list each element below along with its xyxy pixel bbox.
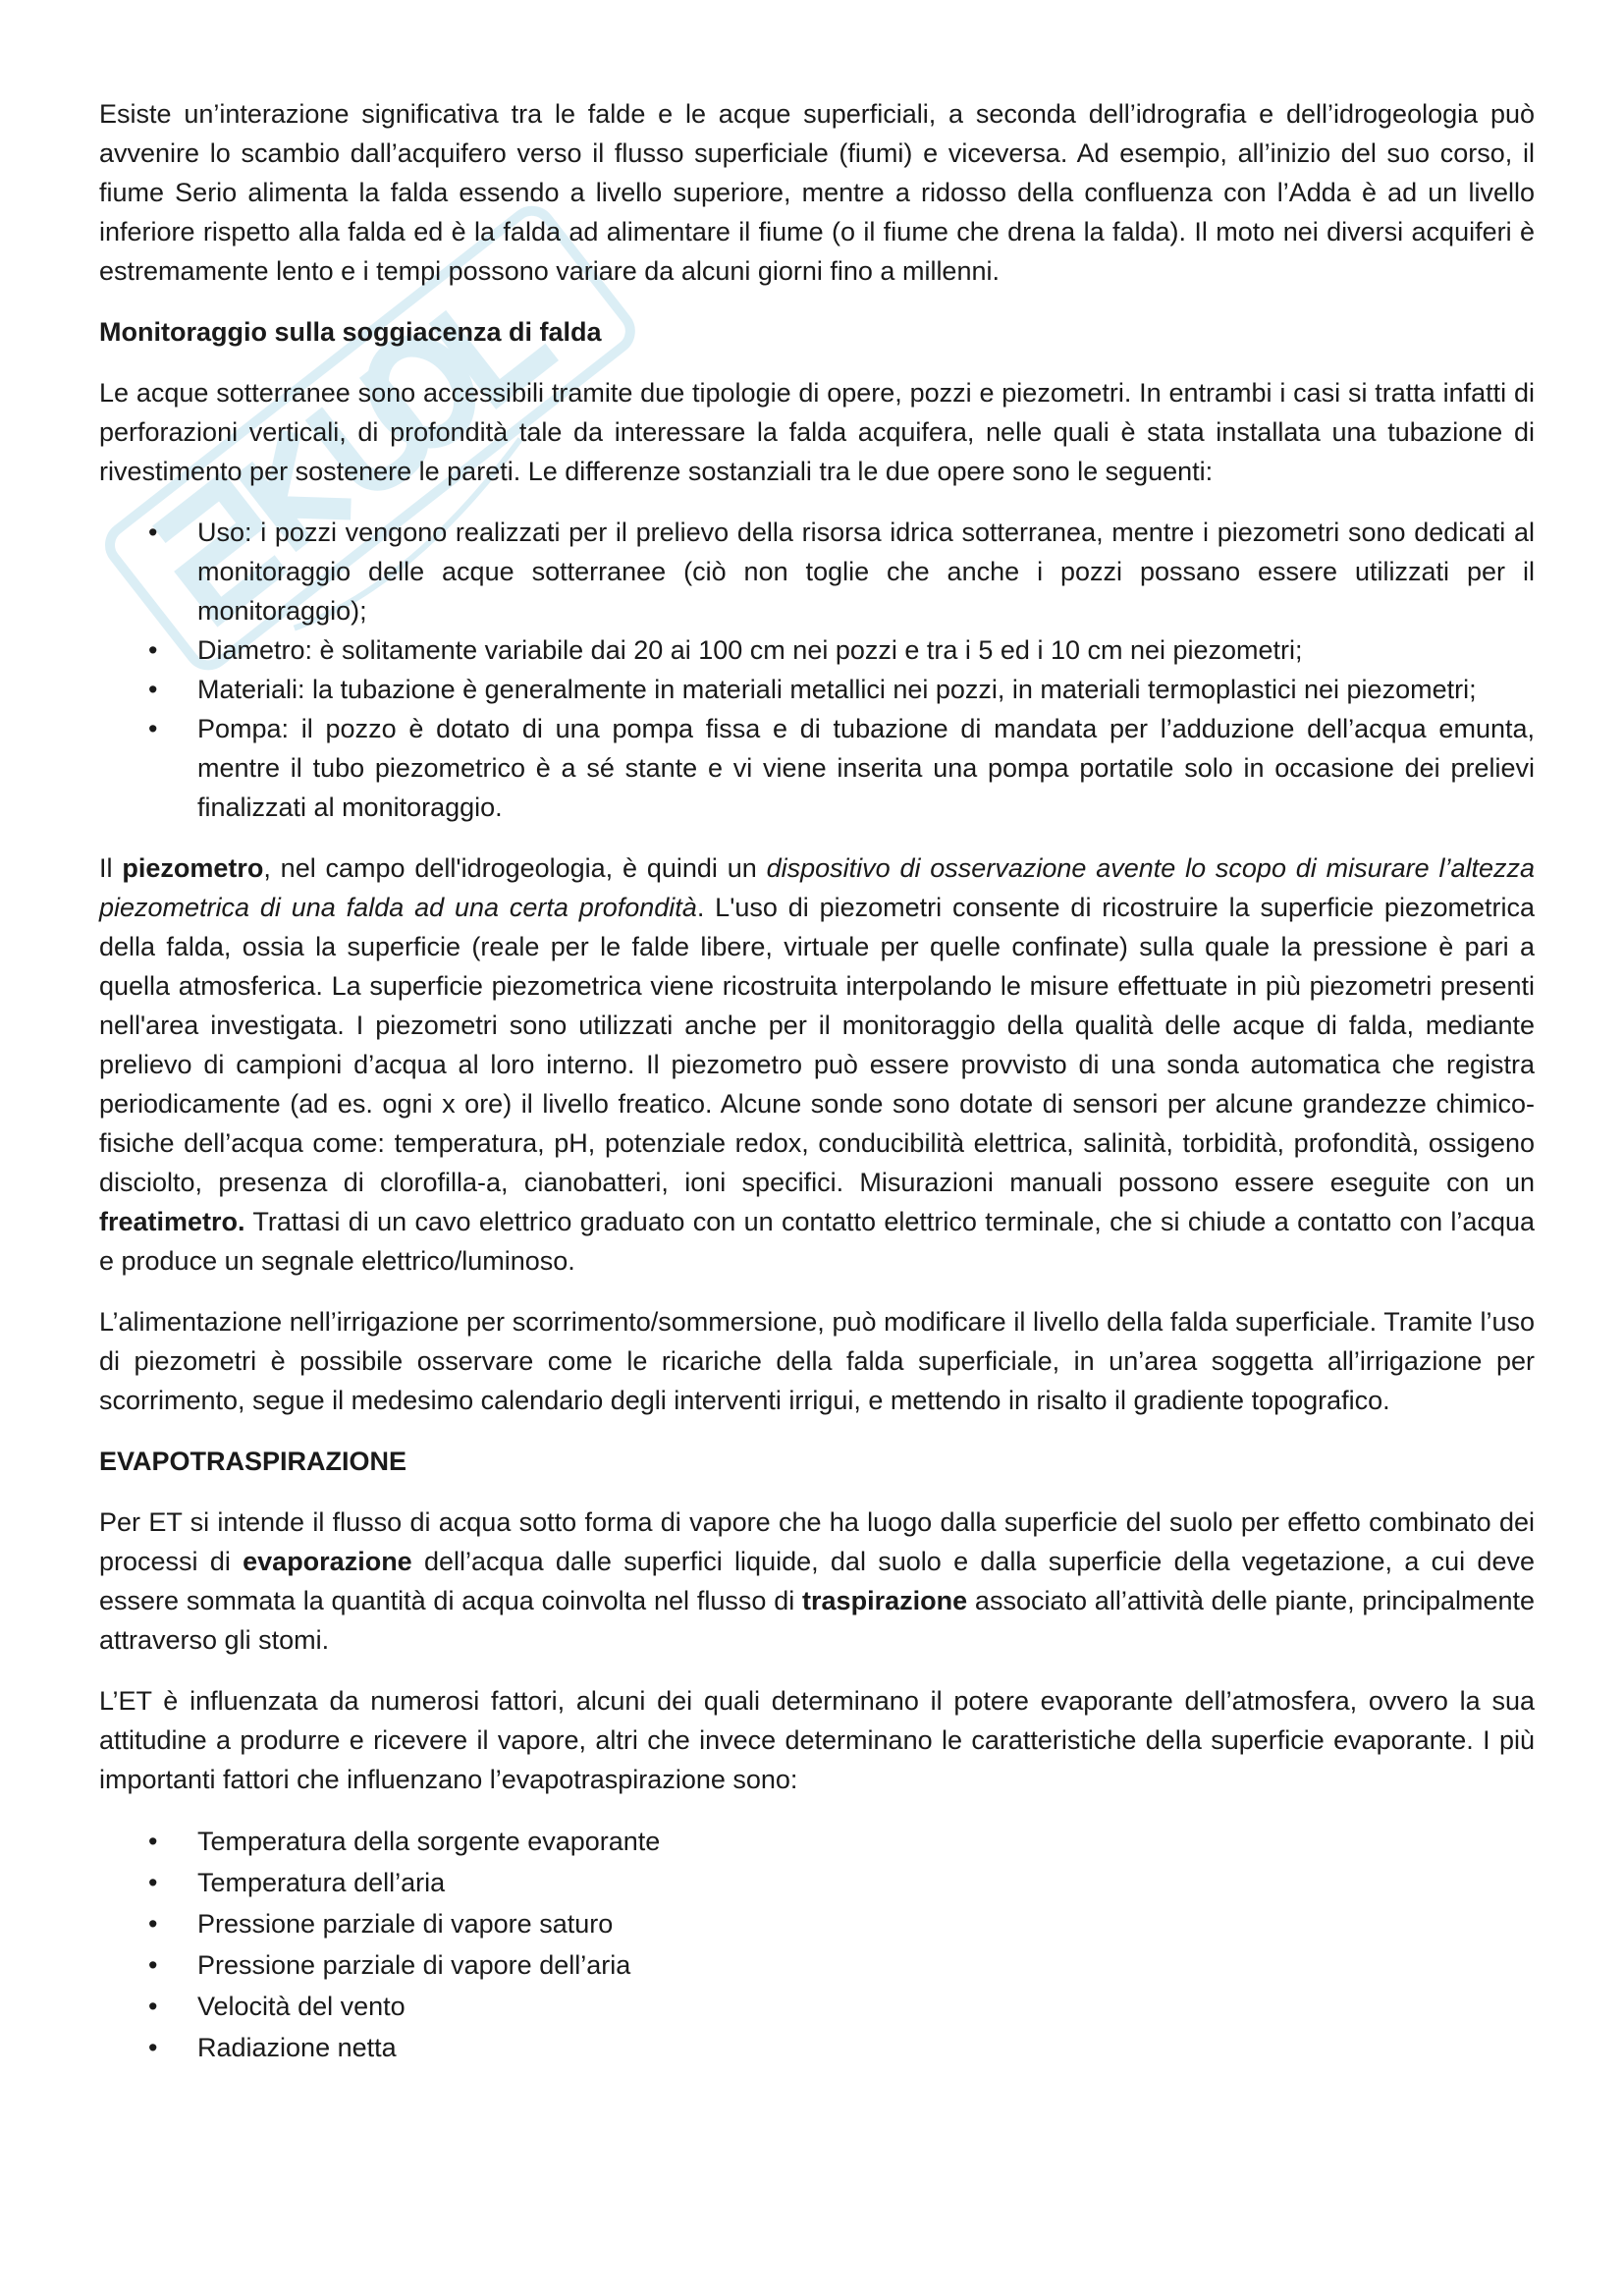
document-page: [99, 94, 1535, 2090]
factors-list: [99, 1821, 1535, 2068]
paragraph-et-fattori: L’ET è influenzata da numerosi fattori, alcuni dei quali determinano il potere evaporante dell’atmosfera, ovvero la sua attitudine a produrre e ricevere il vapore, altri che invece determinano le caratteristiche della superficie evaporante. I più importanti fattori che influenzano l’evapotraspirazione sono:: [99, 1686, 1535, 1794]
list-item: • Velocità del vento: [99, 1986, 1535, 2027]
list-item: • Radiazione netta: [99, 2027, 1535, 2068]
paragraph-irrigazione: L’alimentazione nell’irrigazione per scorrimento/sommersione, può modificare il livello della falda superficiale. Tramite l’uso di piezometri è possibile osservare come le ricariche della falda superficiale, in un’area soggetta all’irrigazione per scorrimento, segue il medesimo calendario degli interventi irrigui, e mettendo in risalto il gradiente topografico.: [99, 1307, 1535, 1415]
list-item: • Materiali: la tubazione è generalmente in materiali metallici nei pozzi, in materiali termoplastici nei piezometri;: [99, 670, 1535, 709]
text-run: , nel campo dell'idrogeologia, è quindi un: [263, 853, 767, 883]
bold-term: freatimetro.: [99, 1207, 245, 1236]
text-run: . L'uso di piezometri consente di ricostruire la superficie piezometrica della falda, ossia la superficie (reale per le falde libere, virtuale per quelle confinate) sulla quale la pressione è pari a quella atmosferica. La superficie piezometrica viene ricostruita interpolando le misure effettuate in più piezometri presenti nell'area investigata. I piezometri sono utilizzati anche per il monitoraggio della qualità delle acque di falda, mediante prelievo di campioni d’acqua al loro interno. Il piezometro può essere provvisto di una sonda automatica che registra periodicamente (ad es. ogni x ore) il livello freatico. Alcune sonde sono dotate di sensori per alcune grandezze chimico-fisiche dell’acqua come: temperatura, pH, potenziale redox, conducibilità elettrica, salinità, torbidità, profondità, ossigeno disciolto, presenza di clorofilla-a, cianobatteri, ioni specifici. Misurazioni manuali possono essere eseguite con un: [99, 893, 1535, 1197]
list-item: • Pressione parziale di vapore saturo: [99, 1903, 1535, 1944]
paragraph-acque-sotterranee: Le acque sotterranee sono accessibili tramite due tipologie di opere, pozzi e piezometri. In entrambi i casi si tratta infatti di perforazioni verticali, di profondità tale da interessare la falda acquifera, nelle quali è stata installata una tubazione di rivestimento per sostenere le pareti. Le differenze sostanziali tra le due opere sono le seguenti:: [99, 378, 1535, 486]
paragraph-et-definition: [99, 1503, 1535, 1660]
bold-term: evaporazione: [243, 1547, 412, 1576]
text-run: Trattasi di un cavo elettrico graduato con un contatto elettrico terminale, che si chiude a contatto con l’acqua e produce un segnale elettrico/luminoso.: [99, 1207, 1535, 1276]
differences-list: [99, 513, 1535, 827]
list-item: • Diametro: è solitamente variabile dai 20 ai 100 cm nei pozzi e tra i 5 ed i 10 cm nei piezometri;: [99, 630, 1535, 670]
bold-term: piezometro: [122, 853, 264, 883]
text-run: Per ET si intende il flusso di acqua sotto forma di vapore che ha luogo dalla superficie del suolo per effetto combinato dei processi di: [99, 1507, 1535, 1576]
bold-term: traspirazione: [802, 1586, 968, 1615]
list-item: • Temperatura della sorgente evaporante: [99, 1821, 1535, 1862]
paragraph-interazione: Esiste un’interazione significativa tra le falde e le acque superficiali, a seconda dell’idrografia e dell’idrogeologia può avvenire lo scambio dall’acquifero verso il flusso superficiale (fiumi) e viceversa. Ad esempio, all’inizio del suo corso, il fiume Serio alimenta la falda essendo a livello superiore, mentre a ridosso della confluenza con l’Adda è ad un livello inferiore rispetto alla falda ed è la falda ad alimentare il fiume (o il fiume che drena la falda). Il moto nei diversi acquiferi è estremamente lento e i tempi possono variare da alcuni giorni fino a millenni.: [99, 99, 1535, 286]
list-item: • Temperatura dell’aria: [99, 1862, 1535, 1903]
list-item: • Pressione parziale di vapore dell’aria: [99, 1944, 1535, 1986]
text-run: Il: [99, 853, 123, 883]
text-run: associato all’attività delle piante, principalmente attraverso gli stomi.: [99, 1586, 1535, 1655]
heading-evapotraspirazione: EVAPOTRASPIRAZIONE: [99, 1447, 407, 1476]
heading-monitoraggio: Monitoraggio sulla soggiacenza di falda: [99, 317, 602, 347]
paragraph-piezometro: [99, 848, 1535, 1281]
list-item: • Uso: i pozzi vengono realizzati per il prelievo della risorsa idrica sotterranea, mentre i piezometri sono dedicati al monitoraggio delle acque sotterranee (ciò non toglie che anche i pozzi possano essere utilizzati per il monitoraggio);: [99, 513, 1535, 630]
list-item: • Pompa: il pozzo è dotato di una pompa fissa e di tubazione di mandata per l’adduzione dell’acqua emunta, mentre il tubo piezometrico è a sé stante e vi viene inserita una pompa portatile solo in occasione dei prelievi finalizzati al monitoraggio.: [99, 709, 1535, 827]
text-run: dell’acqua dalle superfici liquide, dal suolo e dalla superficie della vegetazione, a cui deve essere sommata la quantità di acqua coinvolta nel flusso di: [99, 1547, 1535, 1615]
italic-definition: dispositivo di osservazione avente lo scopo di misurare l’altezza piezometrica di una falda ad una certa profondità: [99, 853, 1535, 922]
